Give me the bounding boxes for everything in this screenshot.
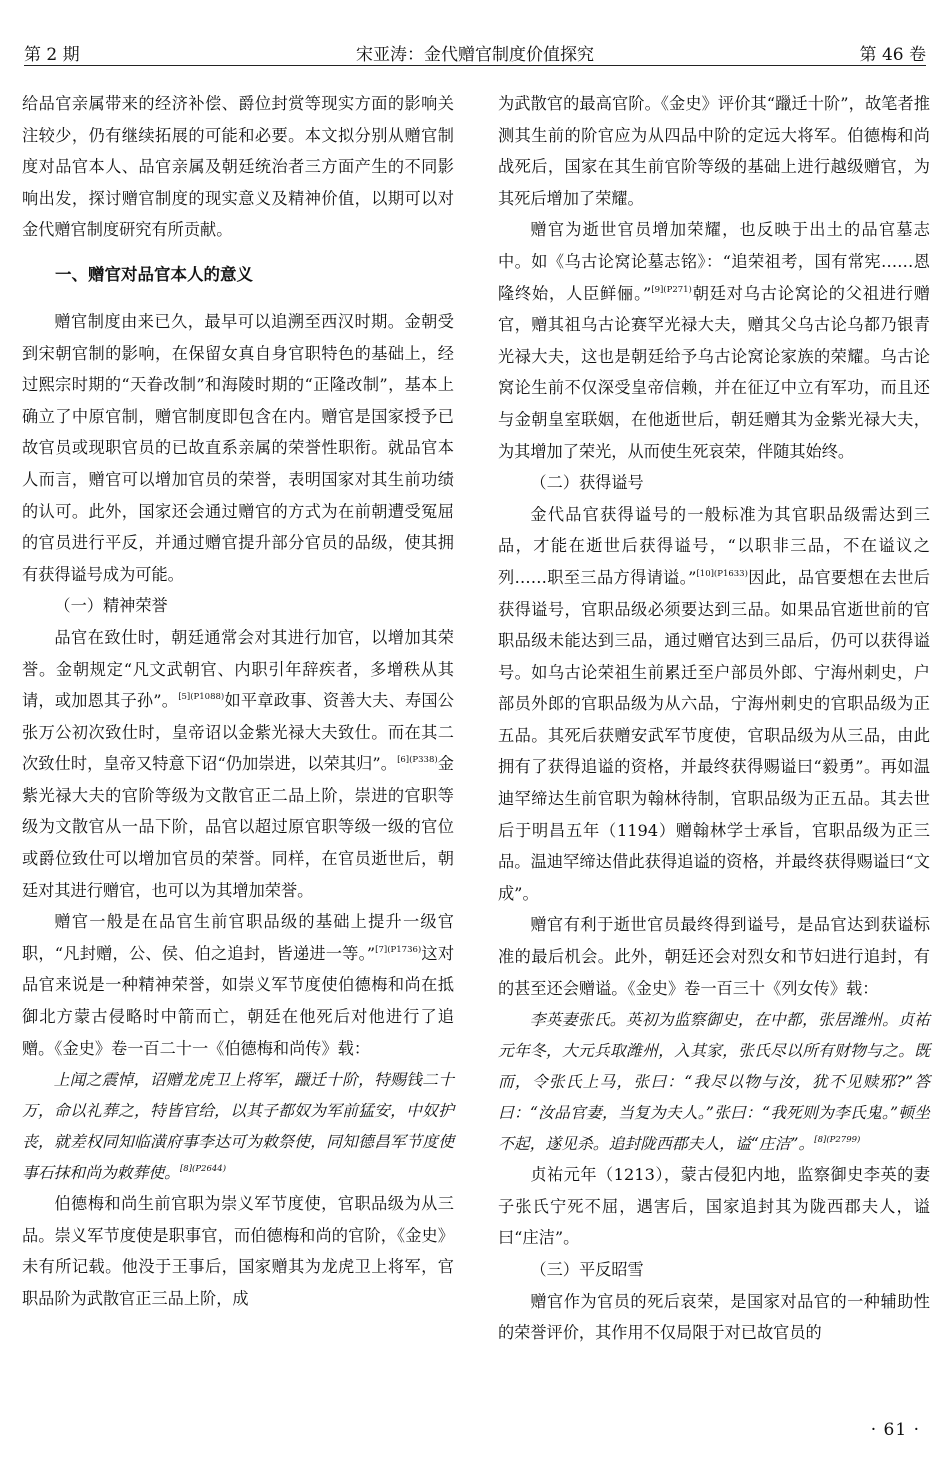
block-quote-jinshi-130 <box>498 1004 930 1159</box>
issue-number: 第 2 期 <box>24 45 80 65</box>
paragraph-intro-end: 给品官亲属带来的经济补偿、爵位封赏等现实方面的影响关注较少，仍有继续拓展的可能和必要。本文拟分别从赠官制度对品官本人、品官亲属及朝廷统治者三方面产生的不同影响出发，探讨赠官制度的现实意义及精神价值，以期可以对金代赠官制度研究有所贡献。 <box>22 94 454 240</box>
citation-ref: [7](P1736) <box>375 944 422 955</box>
citation-ref: [8](P2799) <box>814 1135 861 1146</box>
left-column <box>22 88 454 1315</box>
text-run: 赠官为逝世官员增加荣耀，也反映于出土的品官墓志中。如《乌古论窝论墓志铭》：“追荣祖考，国有常宪……恩隆终始，人臣鲜俪。” <box>498 220 930 303</box>
running-header <box>24 34 926 64</box>
citation-ref: [8](P2644) <box>179 1164 227 1175</box>
section-heading-1: 一、赠官对品官本人的意义 <box>55 264 253 284</box>
block-quote-jinshi-121 <box>22 1064 454 1188</box>
paragraph-shihao <box>498 499 930 910</box>
text-run: 金代品官获得谥号的一般标准为其官职品级需达到三品，才能在逝世后获得谥号，“以职非三品，不在谥议之列……职至三品方得请谥。” <box>498 504 930 587</box>
citation-ref: [6](P338) <box>397 755 438 766</box>
text-run: 赠官一般是在品官生前官职品级的基础上提升一级官职，“凡封赠，公、侯、伯之追封，皆递进一等。” <box>22 912 454 963</box>
right-column <box>498 88 930 1349</box>
subsection-heading-3: （三）平反昭雪 <box>530 1260 644 1279</box>
citation-ref: [10](P1633) <box>696 568 748 579</box>
paragraph-zengguan <box>22 906 454 1064</box>
text-run: 朝廷对乌古论窝论的父祖进行赠官，赠其祖乌古论赛罕光禄大夫，赠其父乌古论乌都乃银青光禄大夫，这也是朝廷给予乌古论窝论家族的荣耀。乌古论窝论生前不仅深受皇帝信赖，并在征辽中立有军功，而且还与金朝皇室联姻，在他逝世后，朝廷赠其为金紫光禄大夫，为其增加了荣光，从而使生死哀荣，伴随其始终。 <box>498 283 930 461</box>
paragraph-pingfan: 赠官作为官员的死后哀荣，是国家对品官的一种辅助性的荣誉评价，其作用不仅局限于对已故官员的 <box>498 1291 930 1343</box>
paragraph-zhishi <box>22 622 454 906</box>
paragraph-section-intro: 赠官制度由来已久，最早可以追溯至西汉时期。金朝受到宋朝官制的影响，在保留女真自身官职特色的基础上，经过熙宗时期的“天眷改制”和海陵时期的“正隆改制”，基本上确立了中原官制，赠官制度即包含在内。赠官是国家授予已故官员或现职官员的已故直系亲属的荣誉性职衔。就品官本人而言，赠官可以增加官员的荣誉，表明国家对其生前功绩的认可。此外，国家还会通过赠官的方式为在前朝遭受冤屈的官员进行平反，并通过赠官提升部分官员的品级，使其拥有获得谥号成为可能。 <box>22 311 454 584</box>
quote-text: 上闻之震悼，诏赠龙虎卫上将军，躐迁十阶，特赐钱二十万，命以礼葬之，特皆官给，以其子都奴为军前猛安，中奴护丧，就差权同知临潢府事李达可为敕祭使，同知德昌军节度使事石抹和尚为敕葬使。 <box>22 1070 454 1183</box>
subsection-heading-2: （二）获得谥号 <box>530 473 644 493</box>
paragraph-zhenyou: 贞祐元年（1213），蒙古侵犯内地，监察御史李英的妻子张氏宁死不屈，遇害后，国家追封其为陇西郡夫人，谥曰“庄洁”。 <box>498 1165 930 1248</box>
text-run: 这对品官来说是一种精神荣誉，如崇义军节度使伯德梅和尚在抵御北方蒙古侵略时中箭而亡，朝廷在他死后对他进行了追赠。《金史》卷一百二十一《伯德梅和尚传》载： <box>22 943 455 1058</box>
text-run: 如平章政事、资善大夫、寿国公张万公初次致仕时，皇帝诏以金紫光禄大夫致仕。而在其二次致仕时，皇帝又特意下诏“仍加崇进，以荣其归”。 <box>22 691 454 774</box>
paragraph-continued: 为武散官的最高官阶。《金史》评价其“躐迁十阶”，故笔者推测其生前的阶官应为从四品中阶的定远大将军。伯德梅和尚战死后，国家在其生前官阶等级的基础上进行越级赠官，为其死后增加了荣耀。 <box>498 94 930 208</box>
volume-number: 第 46 卷 <box>859 45 926 65</box>
paragraph-bode: 伯德梅和尚生前官职为崇义军节度使，官职品级为从三品。崇义军节度使是职事官，而伯德梅和尚的官阶，《金史》未有所记载。他没于王事后，国家赠其为龙虎卫上将军，官职品阶为武散官正三品上阶，成 <box>22 1194 454 1308</box>
paragraph-lienv: 赠官有利于逝世官员最终得到谥号，是品官达到获谥标准的最后机会。此外，朝廷还会对烈女和节妇进行追封，有的甚至还会赠谥。《金史》卷一百三十《列女传》载： <box>498 915 930 998</box>
text-run: 因此，品官要想在去世后获得谥号，官职品级必须要达到三品。如果品官逝世前的官职品级未能达到三品，通过赠官达到三品后，仍可以获得谥号。如乌古论荣祖生前累迁至户部员外郎、宁海州刺史，户部员外郎的官职品级为从六品，宁海州刺史的官职品级为正五品。其死后获赠安武军节度使，官职品级为从三品，由此拥有了获得追谥的资格，并最终获得赐谥曰“毅勇”。再如温迪罕缔达生前官职为翰林待制，官职品级为正五品。其去世后于明昌五年（1194）赠翰林学士承旨，官职品级为正三品。温迪罕缔达借此获得追谥的资格，并最终获得赐谥曰“文成”。 <box>498 567 930 903</box>
paragraph-muzhi <box>498 214 930 467</box>
quote-text: 李英妻张氏。英初为监察御史，在中都，张居潍州。贞祐元年冬，大元兵取潍州，入其家，张氏尽以所有财物与之。既而，令张氏上马，张曰：“我尽以物与汝，犹不见赎邪?”答曰：“汝品官妻，当复为夫人。”张曰：“我死则为李氏鬼。”顿坐不起，遂见杀。追封陇西郡夫人，谥“庄洁”。 <box>498 1010 930 1154</box>
header-rule <box>24 65 926 66</box>
subsection-heading-1: （一）精神荣誉 <box>54 596 168 616</box>
citation-ref: [9](P271) <box>651 284 692 295</box>
text-run: 品官在致仕时，朝廷通常会对其进行加官，以增加其荣誉。金朝规定“凡文武朝官、内职引年辞疾者，多增秩从其请，或加恩其子孙”。 <box>22 627 454 711</box>
article-running-title: 宋亚涛：金代赠官制度价值探究 <box>356 45 594 65</box>
text-run: 金紫光禄大夫的官阶等级为文散官正二品上阶，崇进的官职等级为文散官从一品下阶，品官以超过原官职等级一级的官位或爵位致仕可以增加官员的荣誉。同样，在官员逝世后，朝廷对其进行赠官，也可以为其增加荣誉。 <box>22 754 454 900</box>
citation-ref: [5](P1088) <box>178 692 225 703</box>
page-number: · 61 · <box>870 1420 920 1440</box>
